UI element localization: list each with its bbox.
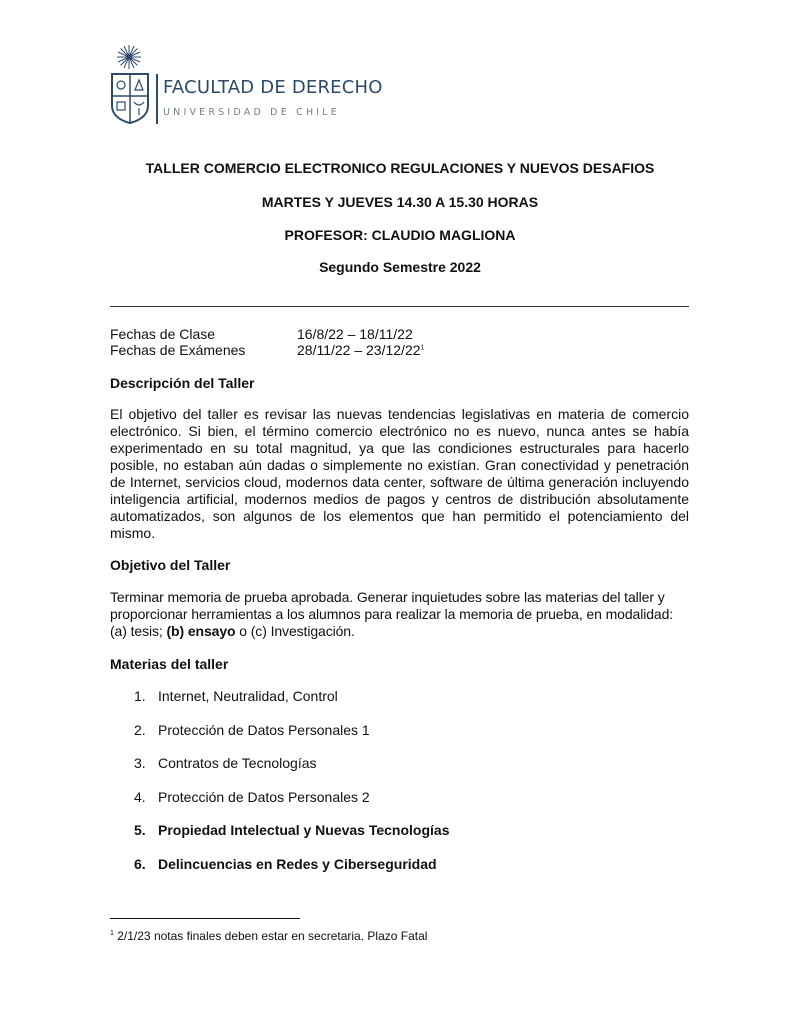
course-schedule: MARTES Y JUEVES 14.30 A 15.30 HORAS bbox=[261, 194, 539, 210]
class-dates-row bbox=[110, 326, 690, 342]
dates-block bbox=[110, 326, 690, 358]
exam-dates-wrapper bbox=[297, 342, 424, 358]
objective-text-start: Terminar memoria de prueba aprobada. Generar inquietudes sobre las materias del taller y proporcionar herramientas a los alumnos para realizar la memoria de prueba, en modalidad: (a) tesis; bbox=[110, 589, 674, 639]
list-item-text: Protección de Datos Personales 1 bbox=[158, 721, 370, 738]
list-item bbox=[110, 822, 689, 856]
list-item bbox=[110, 688, 689, 722]
footnote-divider bbox=[110, 918, 300, 919]
exam-dates-value: 28/11/22 – 23/12/22 bbox=[297, 342, 421, 358]
objective-heading: Objetivo del Taller bbox=[110, 557, 231, 573]
footnote-mark: 1 bbox=[110, 930, 114, 937]
course-semester: Segundo Semestre 2022 bbox=[319, 259, 481, 275]
star-icon bbox=[116, 44, 142, 70]
list-item-number: 5. bbox=[134, 822, 146, 838]
course-title: TALLER COMERCIO ELECTRONICO REGULACIONES Y NUEVOS DESAFIOS bbox=[145, 160, 655, 176]
class-dates-label: Fechas de Clase bbox=[110, 326, 216, 342]
list-item-text: Internet, Neutralidad, Control bbox=[158, 688, 338, 704]
objective-text-bold: (b) ensayo bbox=[166, 623, 236, 639]
university-shield-icon bbox=[110, 72, 150, 124]
list-item-text: Protección de Datos Personales 2 bbox=[158, 788, 370, 805]
faculty-name: FACULTAD DE DERECHO bbox=[163, 77, 383, 98]
header-divider bbox=[110, 306, 689, 307]
list-item bbox=[110, 856, 689, 890]
list-item bbox=[110, 755, 689, 789]
course-professor: PROFESOR: CLAUDIO MAGLIONA bbox=[284, 227, 516, 243]
footnote bbox=[110, 929, 427, 943]
footnote-text: 2/1/23 notas finales deben estar en secretaria. Plazo Fatal bbox=[113, 929, 428, 943]
list-item-number: 2. bbox=[134, 721, 146, 738]
faculty-logo bbox=[108, 44, 383, 128]
logo-divider bbox=[156, 74, 158, 124]
topics-list bbox=[110, 688, 689, 889]
list-item bbox=[110, 722, 689, 756]
class-dates-value: 16/8/22 – 18/11/22 bbox=[297, 326, 413, 342]
list-item-text: Contratos de Tecnologías bbox=[158, 755, 317, 771]
objective-text bbox=[110, 589, 689, 640]
list-item-number: 1. bbox=[134, 688, 146, 704]
list-item-number: 4. bbox=[134, 788, 146, 805]
exam-dates-row bbox=[110, 342, 690, 358]
list-item-number: 3. bbox=[134, 755, 146, 771]
list-item-text: Propiedad Intelectual y Nuevas Tecnologías bbox=[158, 822, 450, 838]
list-item bbox=[110, 789, 689, 823]
description-heading: Descripción del Taller bbox=[110, 375, 255, 391]
list-item-number: 6. bbox=[134, 855, 146, 872]
topics-heading: Materias del taller bbox=[110, 656, 229, 672]
list-item-text: Delincuencias en Redes y Ciberseguridad bbox=[158, 855, 437, 872]
university-name: UNIVERSIDAD DE CHILE bbox=[163, 107, 340, 118]
footnote-reference: 1 bbox=[420, 344, 425, 352]
exam-dates-label: Fechas de Exámenes bbox=[110, 342, 246, 358]
objective-text-end: o (c) Investigación. bbox=[235, 623, 355, 639]
description-text: El objetivo del taller es revisar las nuevas tendencias legislativas en materia de comercio electrónico. Si bien, el término comercio electrónico no es nuevo, nunca antes se había experimentado en su total magnitud, ya que las condiciones estructurales para hacerlo posible, no estaban aún dadas o simplemente no existían. Gran conectividad y penetración de Internet, servicios cloud, modernos data center, software de última generación incluyendo inteligencia artificial, modernos medios de pagos y centros de distribución absolutamente automatizados, son algunos de los elementos que han permitido el potenciamiento del mismo. bbox=[110, 406, 689, 541]
